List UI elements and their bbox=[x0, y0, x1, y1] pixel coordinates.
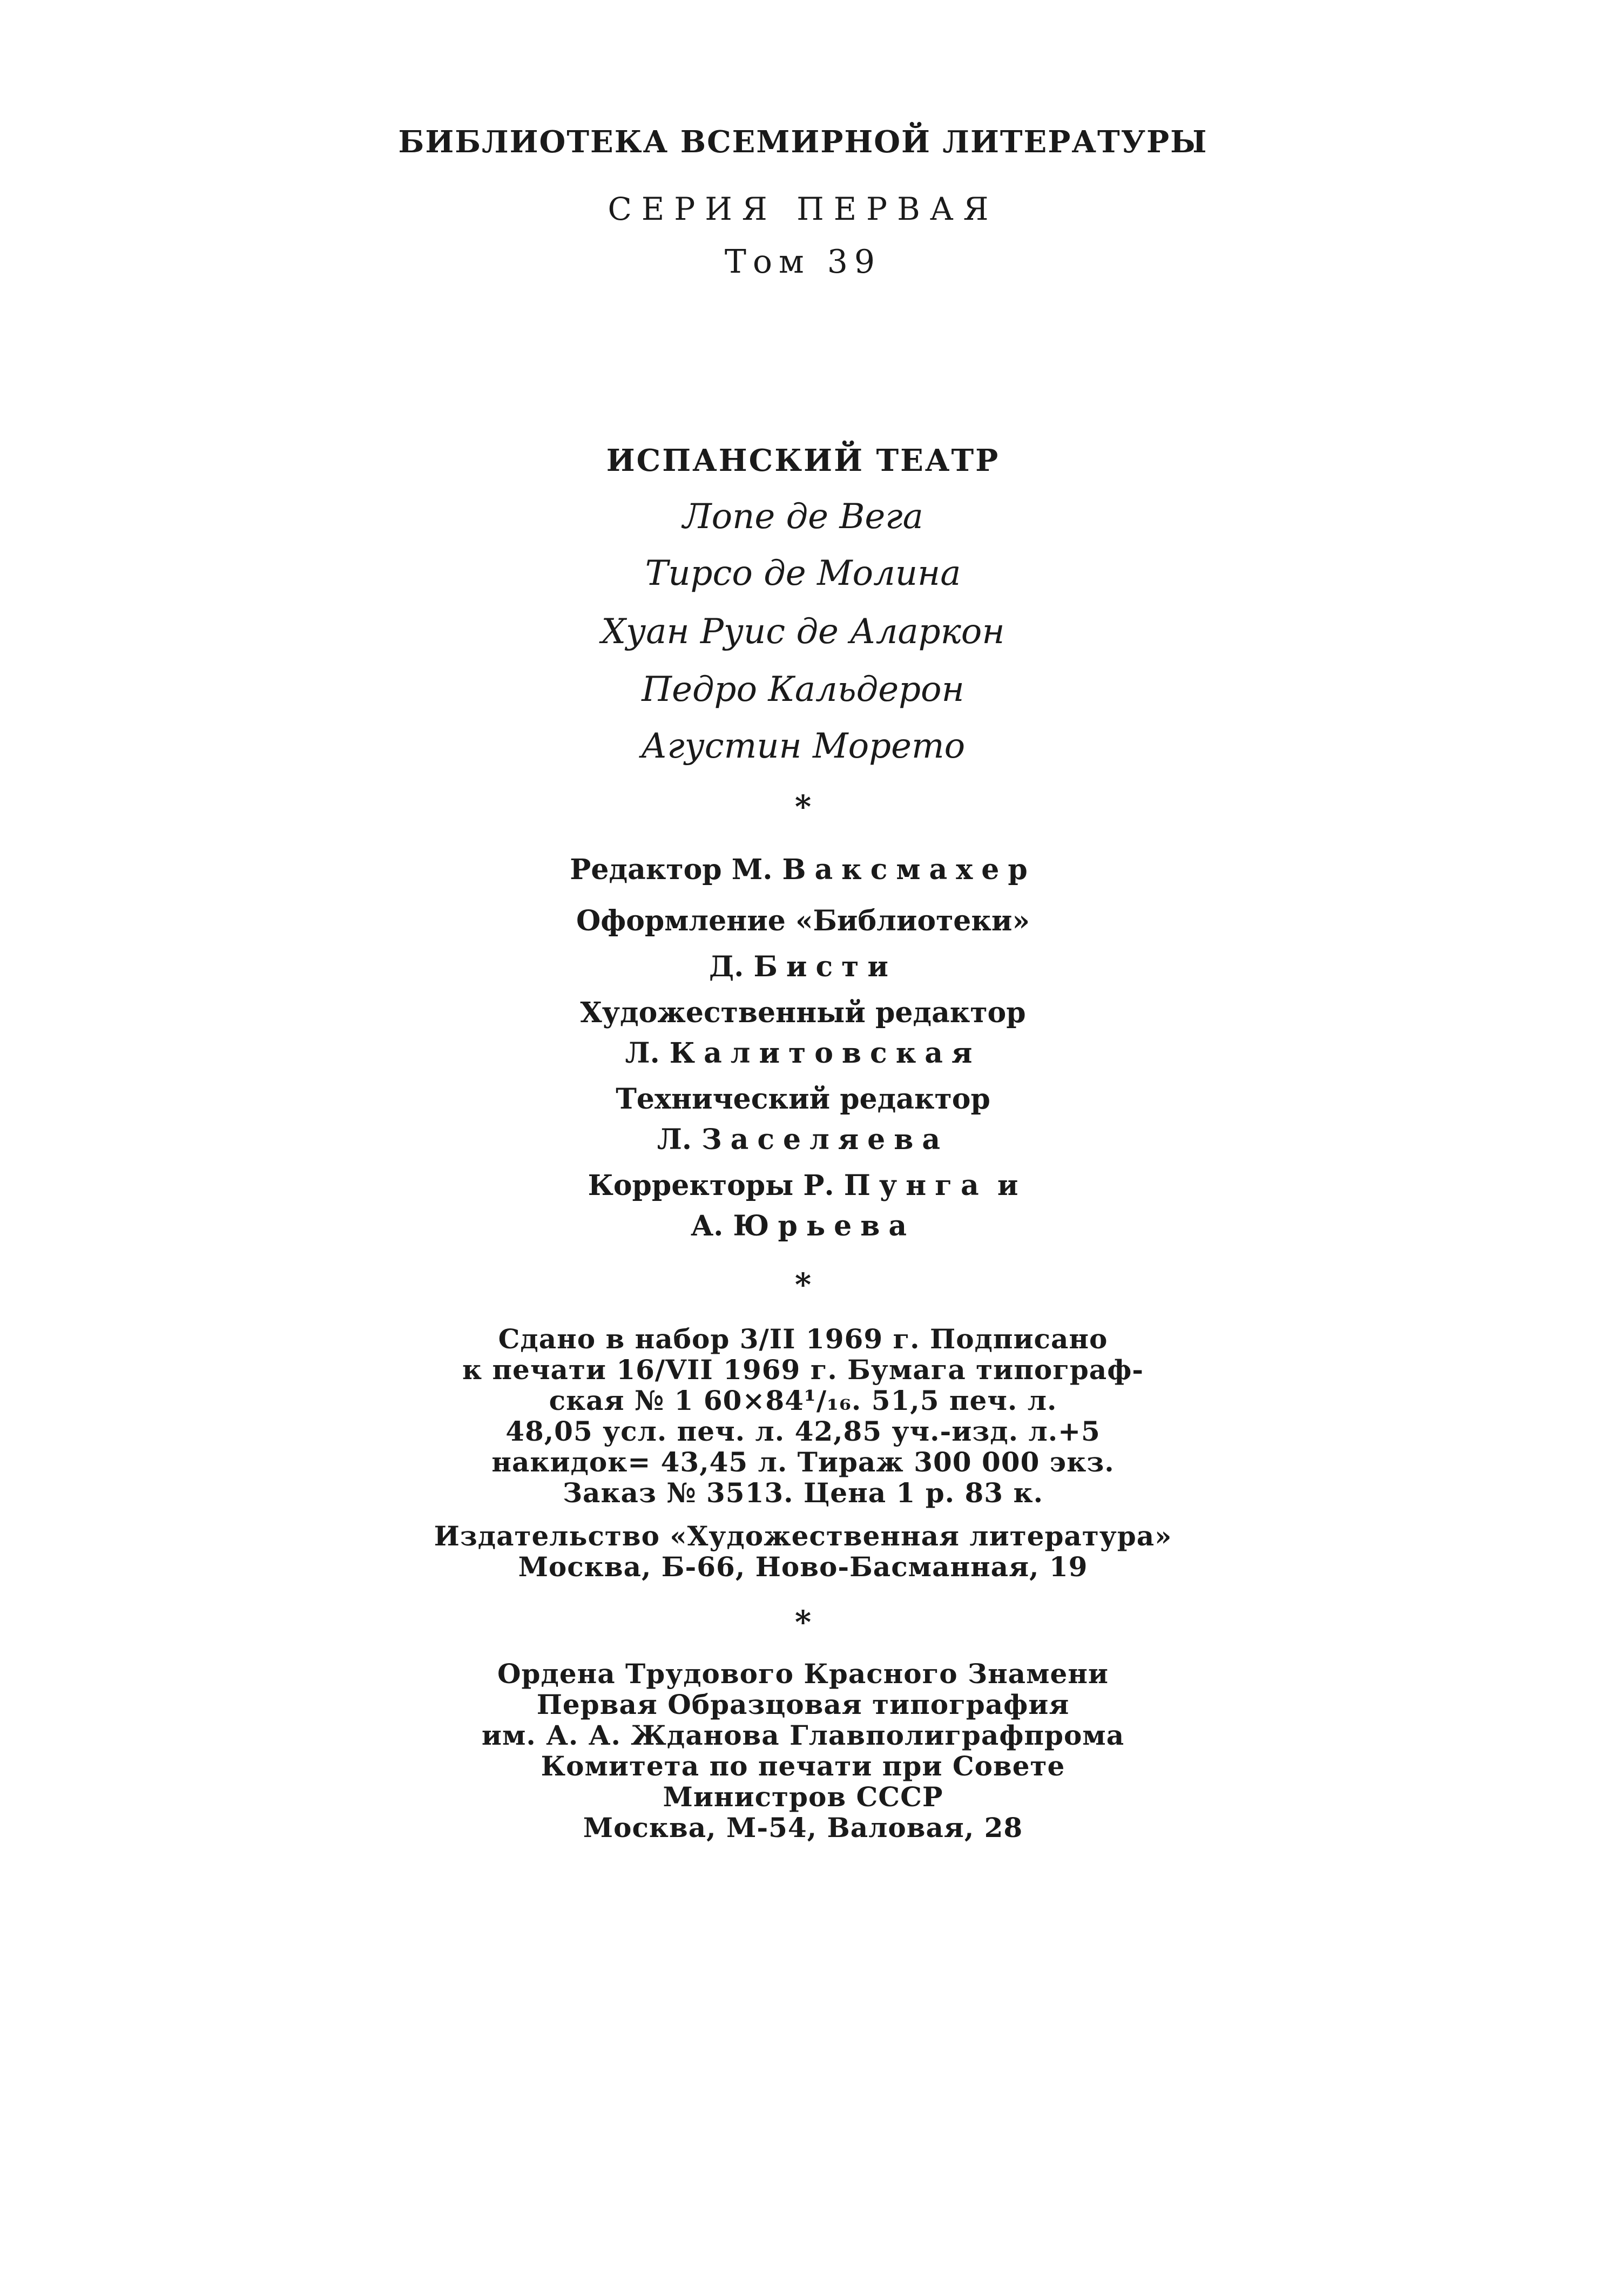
printer-line: им. А. А. Жданова Главполиграфпрома bbox=[481, 1719, 1125, 1751]
publisher-line: Издательство «Художественная литература» bbox=[434, 1520, 1172, 1552]
print-info-line: Сдано в набор 3/II 1969 г. Подписано bbox=[498, 1323, 1108, 1355]
art-editor-credit bbox=[0, 1039, 1606, 1068]
author-ruiz-de-alarcon: Хуан Руис де Аларкон bbox=[601, 612, 1005, 652]
printer-line: Первая Образцовая типография bbox=[536, 1689, 1070, 1720]
tech-editor-credit bbox=[0, 1123, 1606, 1156]
editor-name: Ваксмахер bbox=[782, 853, 1036, 886]
design-name: Бисти bbox=[753, 950, 897, 983]
proofreaders-and: и bbox=[997, 1169, 1018, 1202]
print-info-line: 48,05 усл. печ. л. 42,85 уч.-изд. л.+5 bbox=[505, 1415, 1101, 1447]
tech-editor-label: Технический редактор bbox=[616, 1083, 990, 1116]
editor-prefix: Редактор М. bbox=[570, 853, 773, 886]
author-lope-de-vega: Лопе де Вега bbox=[683, 497, 923, 537]
proofreader-2-credit bbox=[0, 1212, 1606, 1240]
art-editor-prefix: Л. bbox=[625, 1037, 660, 1070]
volume-number: Том 39 bbox=[724, 243, 882, 281]
print-info-line: ская № 1 60×84¹/₁₆. 51,5 печ. л. bbox=[549, 1385, 1057, 1416]
editor-credit bbox=[0, 853, 1606, 886]
separator-star: * bbox=[794, 1604, 812, 1640]
separator-star: * bbox=[794, 1266, 812, 1303]
author-calderon: Педро Кальдерон bbox=[642, 670, 964, 710]
printer-line: Комитета по печати при Совете bbox=[541, 1750, 1065, 1782]
author-moreto: Агустин Морето bbox=[640, 726, 966, 766]
print-info-line: накидок= 43,45 л. Тираж 300 000 экз. bbox=[491, 1446, 1115, 1478]
print-info-line: Заказ № 3513. Цена 1 р. 83 к. bbox=[562, 1477, 1043, 1509]
book-title: ИСПАНСКИЙ ТЕАТР bbox=[606, 443, 1000, 478]
print-info-line: к печати 16/VII 1969 г. Бумага типограф- bbox=[462, 1354, 1144, 1386]
proofreader-2-prefix: А. bbox=[690, 1210, 724, 1242]
proofreaders-label: Корректоры Р. bbox=[588, 1169, 834, 1202]
tech-editor-prefix: Л. bbox=[657, 1123, 692, 1156]
series-title: БИБЛИОТЕКА ВСЕМИРНОЙ ЛИТЕРАТУРЫ bbox=[398, 124, 1208, 160]
series-subtitle: СЕРИЯ ПЕРВАЯ bbox=[608, 191, 998, 227]
proofreader-2-name: Юрьева bbox=[733, 1210, 916, 1242]
art-editor-label: Художественный редактор bbox=[580, 996, 1026, 1029]
printer-line: Москва, М-54, Валовая, 28 bbox=[583, 1812, 1023, 1843]
design-credit bbox=[0, 950, 1606, 983]
design-prefix: Д. bbox=[709, 950, 744, 983]
separator-star: * bbox=[794, 788, 812, 825]
publisher-line: Москва, Б-66, Ново-Басманная, 19 bbox=[518, 1551, 1088, 1583]
art-editor-name: Калитовская bbox=[669, 1037, 981, 1070]
proofreaders-credit bbox=[0, 1169, 1606, 1202]
printer-line: Ордена Трудового Красного Знамени bbox=[497, 1658, 1109, 1690]
proofreader-1: Пунга bbox=[844, 1169, 988, 1202]
design-label: Оформление «Библиотеки» bbox=[576, 904, 1030, 937]
author-tirso-de-molina: Тирсо де Молина bbox=[645, 553, 961, 593]
tech-editor-name: Заселяева bbox=[701, 1123, 949, 1156]
printer-line: Министров СССР bbox=[663, 1781, 943, 1813]
